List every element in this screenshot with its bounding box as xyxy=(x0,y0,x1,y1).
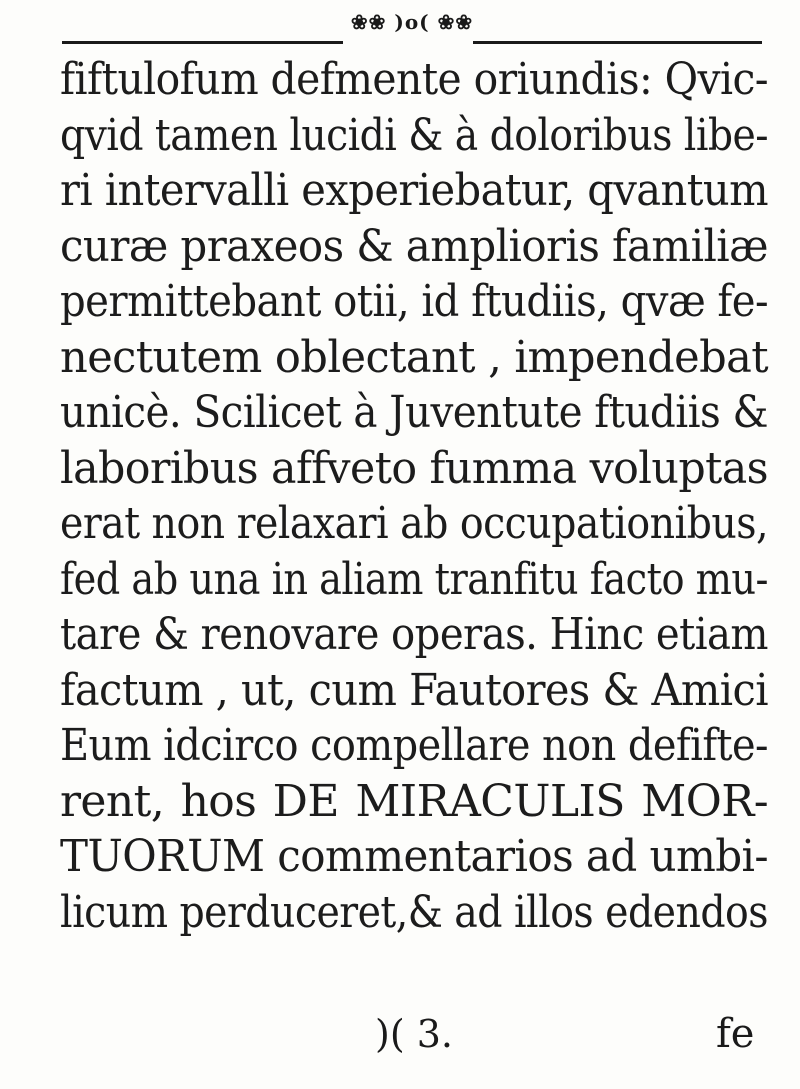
text-line: curæ praxeos & amplioris familiæ xyxy=(60,220,768,272)
text-line: nectutem oblectant , impendebat xyxy=(60,331,769,383)
text-line: licum perduceret,& ad illos edendos xyxy=(60,886,768,938)
header-rule-left xyxy=(62,41,343,44)
header-rule-right xyxy=(473,41,762,44)
text-line: erat non relaxari ab occupationibus, xyxy=(60,498,768,549)
page-footer xyxy=(0,1009,800,1069)
text-line: permittebant otii, id ftudiis, qvæ fe- xyxy=(60,276,768,327)
text-line: unicè. Scilicet à Juventute ftudiis & xyxy=(60,387,768,438)
text-line: TUORUM commentarios ad umbi- xyxy=(60,831,769,882)
catchword: fe xyxy=(716,1011,755,1057)
body-text xyxy=(60,52,768,940)
text-line: rent, hos DE MIRACULIS MOR- xyxy=(60,775,768,827)
header-ornament xyxy=(0,8,800,44)
text-line: ri intervalli experiebatur, qvantum xyxy=(60,165,769,216)
signature-mark: )( 3. xyxy=(375,1012,453,1056)
text-line: qvid tamen lucidi & à doloribus libe- xyxy=(60,109,769,161)
text-line: tare & renovare operas. Hinc etiam xyxy=(60,609,768,660)
text-line: laboribus affveto fumma voluptas xyxy=(60,442,769,494)
text-line: factum , ut, cum Fautores & Amici xyxy=(60,664,768,716)
text-line: fed ab una in aliam tranfitu facto mu- xyxy=(60,553,768,605)
text-line: Eum idcirco compellare non defifte- xyxy=(60,720,768,771)
text-line: fiftulofum defmente oriundis: Qvic- xyxy=(60,54,769,105)
header-ornament-glyphs: ❀❀ )o( ❀❀ xyxy=(343,10,481,34)
